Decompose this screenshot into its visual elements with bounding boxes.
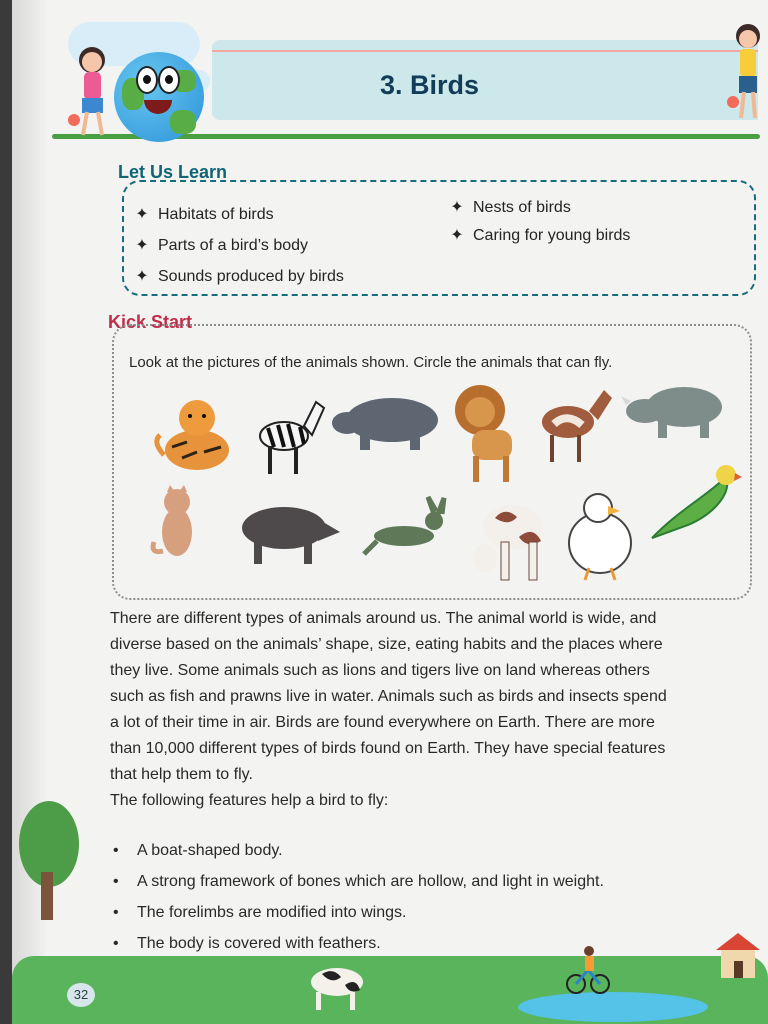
learn-item: ✦ Sounds produced by birds bbox=[135, 268, 344, 285]
star-bullet-icon: ✦ bbox=[135, 268, 149, 285]
feature-bullet: • The forelimbs are modified into wings. bbox=[110, 897, 750, 928]
wild-boar-icon bbox=[234, 494, 344, 568]
duck-icon bbox=[564, 488, 640, 582]
goat-icon bbox=[532, 380, 616, 466]
pond-illustration bbox=[518, 992, 708, 1022]
kick-start-heading: Kick Start bbox=[108, 312, 193, 332]
child-illustration bbox=[724, 20, 768, 124]
lion-icon bbox=[454, 378, 522, 484]
cat-icon bbox=[148, 484, 202, 560]
footer-cow-icon bbox=[302, 960, 372, 1012]
chapter-title-band bbox=[212, 40, 758, 120]
house-icon bbox=[714, 930, 762, 980]
star-bullet-icon: ✦ bbox=[135, 237, 149, 254]
cyclist-icon bbox=[564, 942, 610, 996]
feature-bullet: • The body is covered with feathers. bbox=[110, 928, 750, 959]
learn-item: ✦ Nests of birds bbox=[450, 199, 571, 216]
textbook-page bbox=[12, 0, 768, 1024]
feature-bullet: • A strong framework of bones which are hollow, and light in weight. bbox=[110, 866, 750, 897]
kick-start-instruction: Look at the pictures of the animals shown. Circle the animals that can fly. bbox=[129, 354, 613, 371]
rabbit-icon bbox=[362, 496, 454, 562]
flight-features-list bbox=[110, 835, 750, 959]
chapter-title: 3. Birds bbox=[380, 70, 480, 100]
tiger-icon bbox=[152, 392, 240, 478]
girl-illustration bbox=[67, 42, 119, 138]
learn-item: ✦ Parts of a bird’s body bbox=[135, 237, 309, 254]
page-number: 32 bbox=[67, 983, 95, 1007]
parrot-icon bbox=[644, 460, 744, 548]
earth-mascot-icon bbox=[114, 52, 204, 142]
learn-item: ✦ Habitats of birds bbox=[135, 206, 274, 223]
feature-bullet: • A boat-shaped body. bbox=[110, 835, 750, 866]
hippopotamus-icon bbox=[330, 392, 444, 452]
star-bullet-icon: ✦ bbox=[450, 227, 464, 244]
let-us-learn-heading: Let Us Learn bbox=[118, 162, 228, 182]
content-paragraph: There are different types of animals around us. The animal world is wide, and diverse based on the animals’ shape, size, eating habits and the places where they live. Some animals such as lions and tigers live on land whereas others such as fish and prawns live in water. Animals such as birds and insects spend a lot of their time in air. Birds are found everywhere on Earth. There are more than 10,000 different types of birds found on Earth. They have special features that help them to fly. The following features help a bird to fly: bbox=[110, 610, 667, 809]
zebra-icon bbox=[252, 392, 330, 478]
cow-icon bbox=[467, 494, 555, 582]
star-bullet-icon: ✦ bbox=[135, 206, 149, 223]
rhinoceros-icon bbox=[620, 380, 730, 440]
tree-illustration bbox=[17, 800, 79, 920]
star-bullet-icon: ✦ bbox=[450, 199, 464, 216]
learn-item: ✦ Caring for young birds bbox=[450, 227, 631, 244]
